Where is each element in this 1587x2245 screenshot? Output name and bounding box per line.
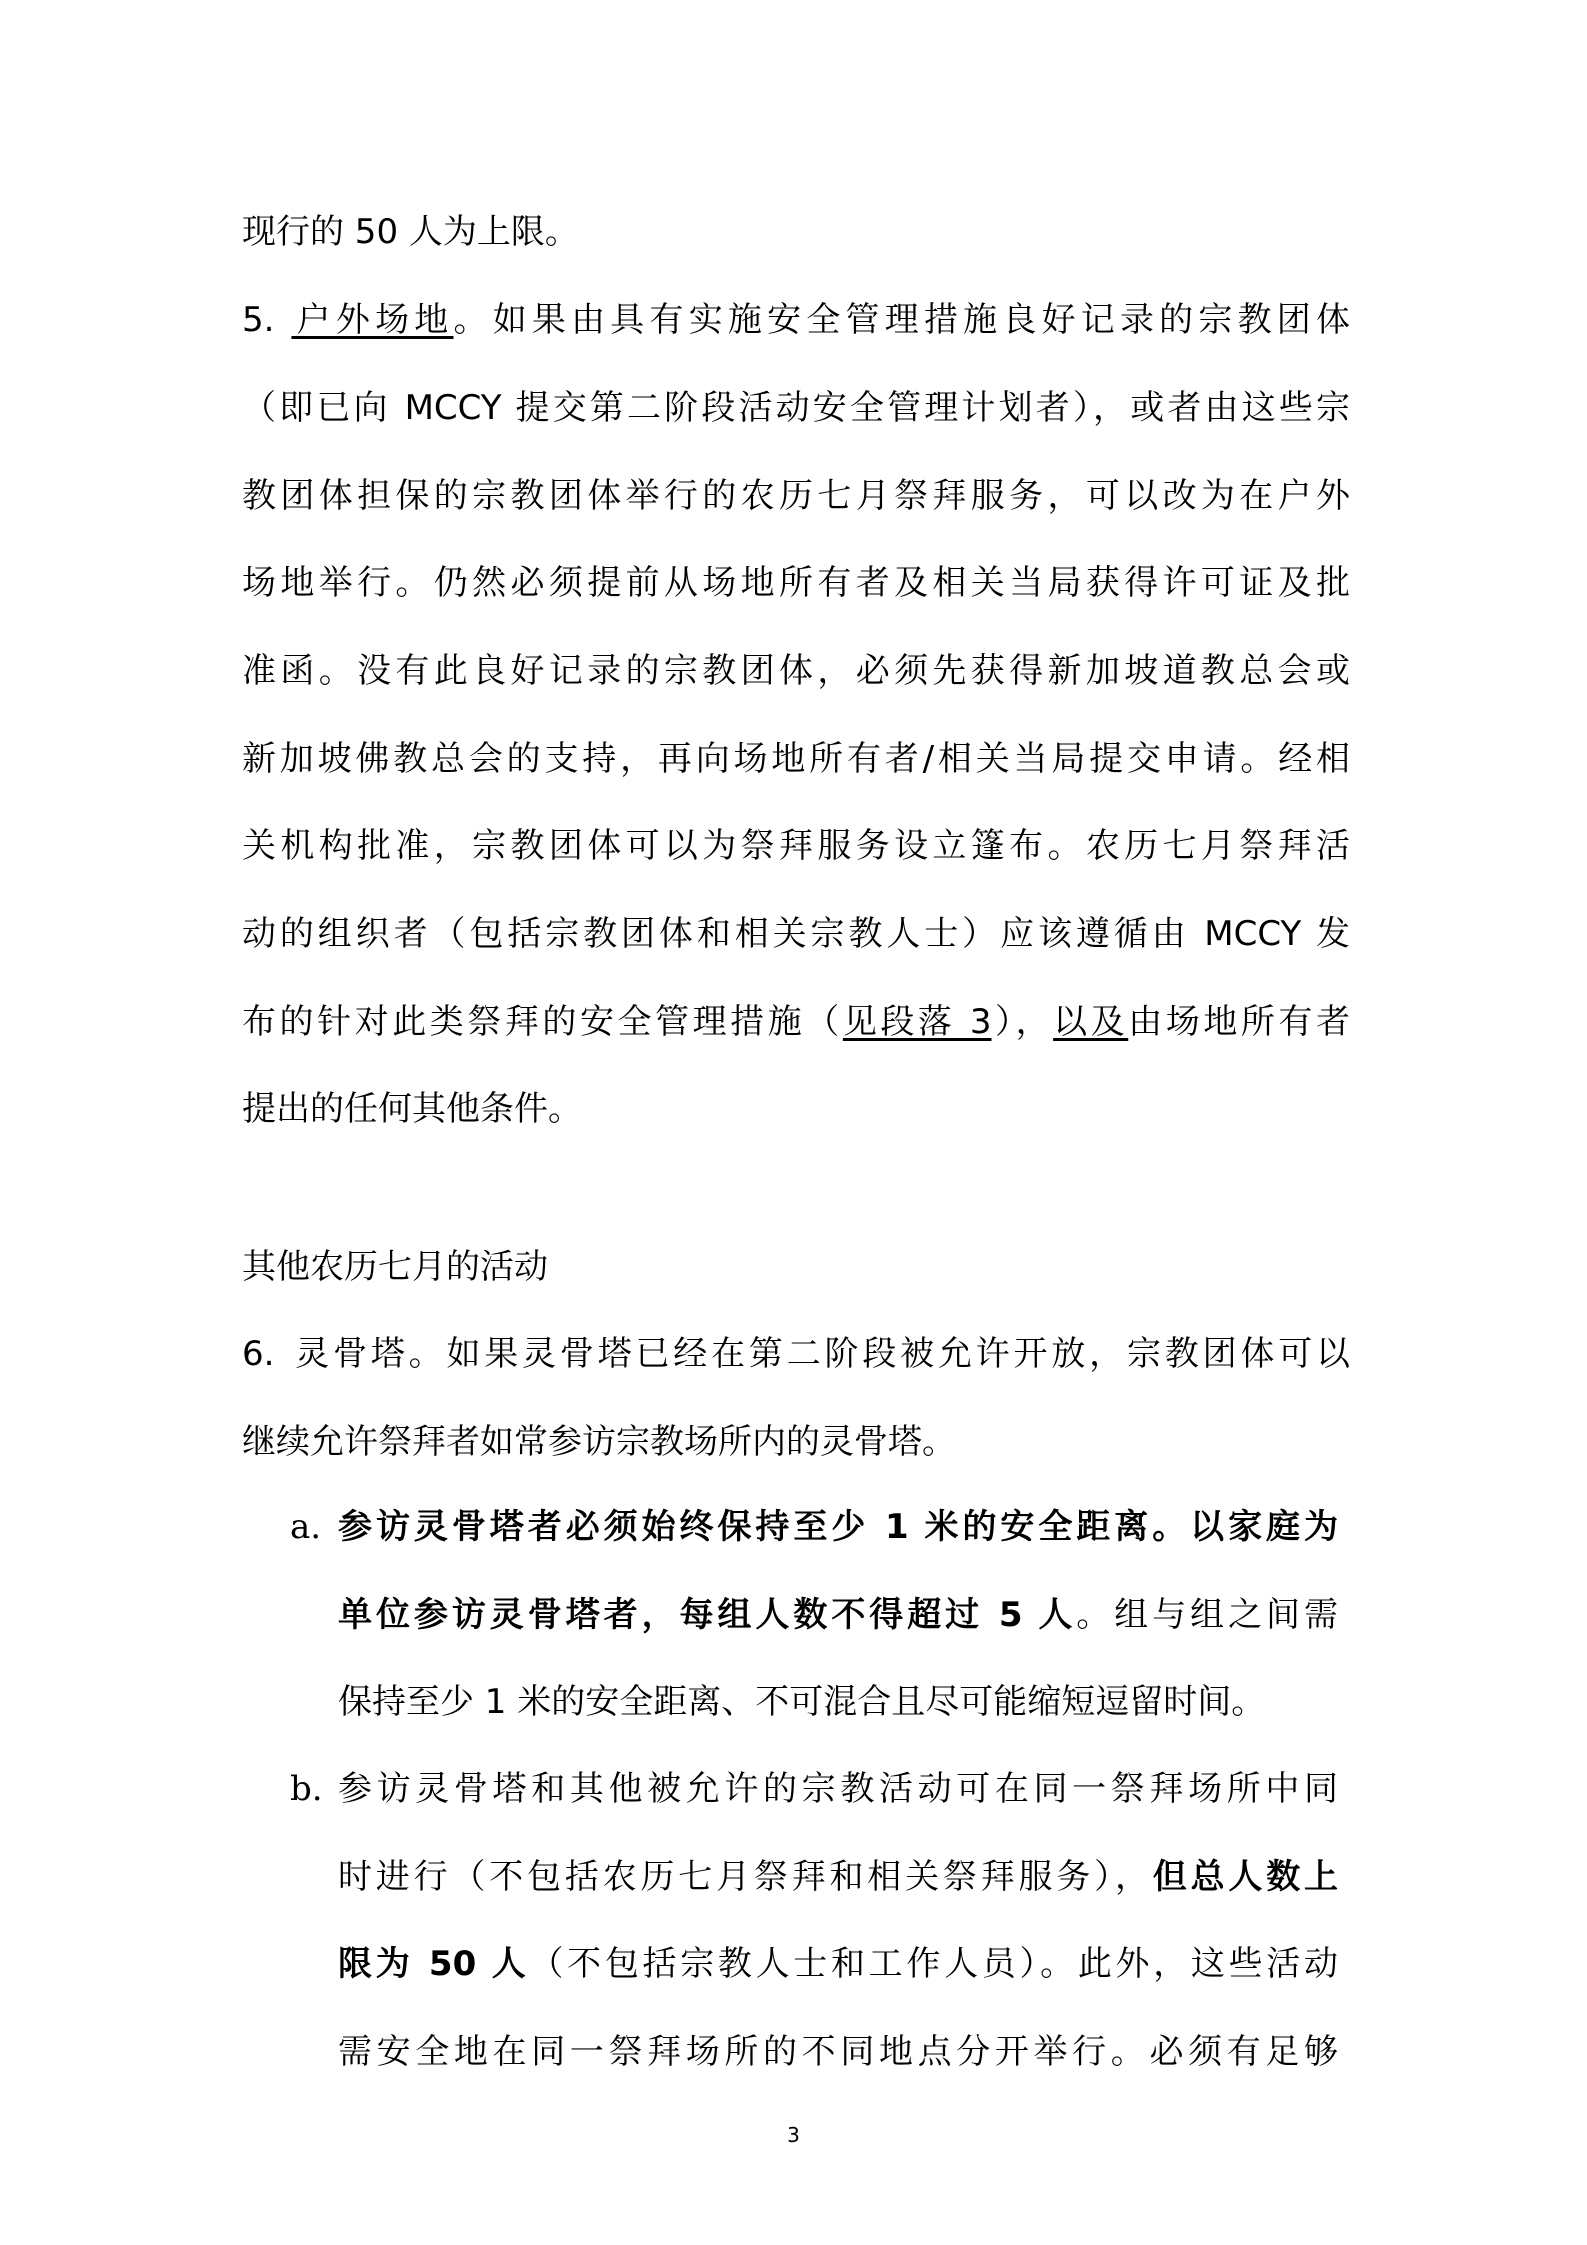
paragraph-5-line-2 (242, 388, 1350, 428)
text-line: 参访灵骨塔者必须始终保持至少 1 米的安全距离。以家庭为 (338, 1507, 1338, 1547)
paragraph-5-line-9 (242, 1002, 1350, 1042)
text-line: 由场地所有者 (1128, 1002, 1351, 1042)
text-line: 提出的任何其他条件。 (242, 1089, 582, 1129)
underlined-text: 以及 (1053, 1002, 1129, 1042)
paragraph-5-line-6 (242, 739, 1350, 779)
item-b-line-2 (338, 1857, 1338, 1897)
section-heading: 其他农历七月的活动 (242, 1247, 548, 1287)
paragraph-title: 户外场地 (291, 300, 454, 340)
page-number: 3 (787, 2123, 800, 2147)
item-a-line-3 (338, 1682, 1338, 1722)
bold-text: 但总人数上 (1152, 1857, 1339, 1897)
paragraph-number: 6. (242, 1334, 275, 1374)
paragraph-5-line-8 (242, 914, 1350, 954)
text-line: （即已向 MCCY 提交第二阶段活动安全管理计划者），或者由这些宗 (242, 388, 1350, 428)
paragraph-5-line-10 (242, 1089, 1350, 1129)
paragraph-number: 5. (242, 300, 275, 340)
paragraph-5-line-4 (242, 563, 1350, 603)
text-line: 动的组织者（包括宗教团体和相关宗教人士）应该遵循由 MCCY 发 (242, 914, 1350, 954)
text-line: 。组与组之间需 (1076, 1595, 1338, 1635)
text-line: 参访灵骨塔和其他被允许的宗教活动可在同一祭拜场所中同 (338, 1769, 1338, 1809)
text-line: 。如果由具有实施安全管理措施良好记录的宗教团体 (453, 300, 1351, 340)
item-b-line-3 (338, 1944, 1338, 1984)
paragraph-5-line-7 (242, 826, 1350, 866)
text-line: 保持至少 1 米的安全距离、不可混合且尽可能缩短逗留时间。 (338, 1682, 1266, 1722)
item-a-line-1 (338, 1507, 1338, 1547)
paragraph-5-line-5 (242, 651, 1350, 691)
text-line: 教团体担保的宗教团体举行的农历七月祭拜服务，可以改为在户外 (242, 476, 1350, 516)
text-line: 时进行（不包括农历七月祭拜和相关祭拜服务）， (338, 1857, 1153, 1897)
list-marker-b: b. (290, 1769, 323, 1809)
item-b-line-4 (338, 2032, 1338, 2072)
text-line: ）， (991, 1002, 1054, 1042)
text-line: 灵骨塔。如果灵骨塔已经在第二阶段被允许开放，宗教团体可以 (291, 1334, 1350, 1374)
bold-text: 单位参访灵骨塔者，每组人数不得超过 5 人 (338, 1595, 1077, 1635)
text-line: （不包括宗教人士和工作人员）。此外，这些活动 (529, 1944, 1338, 1984)
paragraph-6-line-2 (242, 1422, 1350, 1462)
cross-reference-link[interactable]: 见段落 3 (842, 1002, 992, 1042)
bold-text: 限为 50 人 (338, 1944, 530, 1984)
text-line: 布的针对此类祭拜的安全管理措施（ (242, 1002, 843, 1042)
item-b-line-1 (338, 1769, 1338, 1809)
text-line: 场地举行。仍然必须提前从场地所有者及相关当局获得许可证及批 (242, 563, 1350, 603)
text-line: 现行的 50 人为上限。 (242, 212, 579, 252)
list-marker-a: a. (290, 1507, 322, 1547)
text-line: 准函。没有此良好记录的宗教团体，必须先获得新加坡道教总会或 (242, 651, 1350, 691)
paragraph-4-tail (242, 212, 1350, 252)
paragraph-5-line-3 (242, 476, 1350, 516)
text-line: 继续允许祭拜者如常参访宗教场所内的灵骨塔。 (242, 1422, 956, 1462)
text-line: 新加坡佛教总会的支持，再向场地所有者/相关当局提交申请。经相 (242, 739, 1350, 779)
paragraph-6-line-1 (242, 1334, 1350, 1374)
text-line: 需安全地在同一祭拜场所的不同地点分开举行。必须有足够 (338, 2032, 1338, 2072)
item-a-line-2 (338, 1595, 1338, 1635)
paragraph-5-line-1 (242, 300, 1350, 340)
text-line: 关机构批准，宗教团体可以为祭拜服务设立篷布。农历七月祭拜活 (242, 826, 1350, 866)
